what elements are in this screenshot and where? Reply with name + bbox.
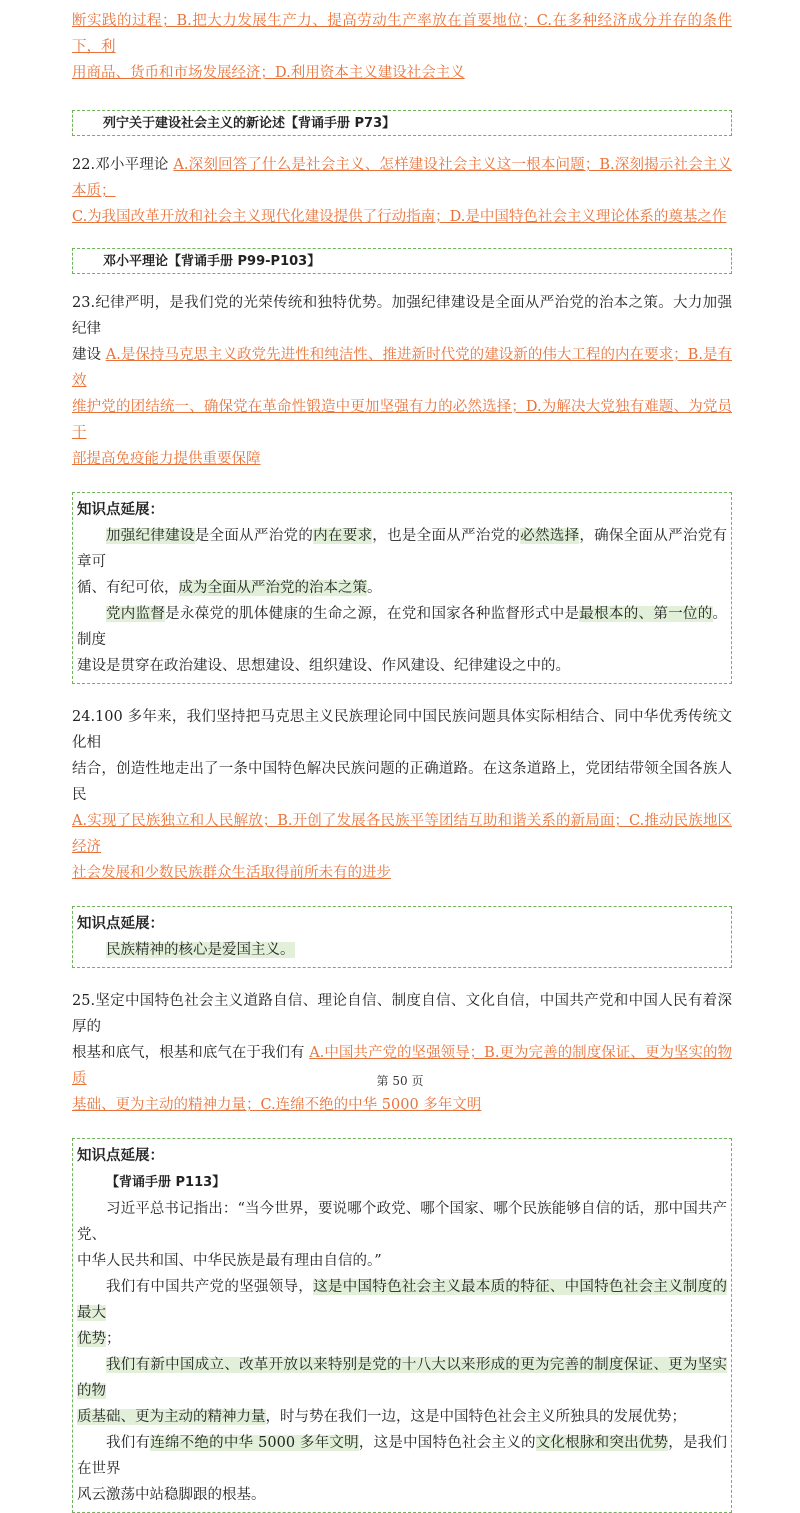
- extension-text: 我们有中国共产党的坚强领导，: [106, 1279, 314, 1295]
- extension-text: ；: [671, 1409, 686, 1425]
- question-text: 建设: [72, 347, 106, 363]
- question-text: 25.坚定中国特色社会主义道路自信、理论自信、制度自信、文化自信，中国共产党和中国人民有着深厚的: [72, 993, 732, 1035]
- question-text: 24.100 多年来，我们坚持把马克思主义民族理论同中国民族问题具体实际相结合、同中华优秀传统文化相: [72, 709, 732, 751]
- document-page: [72, 8, 732, 1513]
- answer-text: A.实现了民族独立和人民解放；B.开创了发展各民族平等团结互助和谐关系的新局面；C.推动民族地区经济: [72, 813, 732, 855]
- reference-label: 【背诵手册 P113】: [106, 1175, 226, 1190]
- extension-text: ；: [106, 1331, 121, 1347]
- answer-text: 用商品、货币和市场发展经济；D.利用资本主义建设社会主义: [72, 65, 465, 81]
- question-23: [72, 290, 732, 472]
- highlight-text: 成为全面从严治党的治本之策: [178, 580, 367, 596]
- highlight-text: 最根本的、第一位的: [579, 606, 713, 622]
- answer-text: A.深刻回答了什么是社会主义、怎样建设社会主义这一根本问题；B.深刻揭示社会主义本质；: [72, 157, 732, 199]
- extension-paragraph: [77, 1352, 727, 1430]
- extension-text: ，确保全面从严治党有章可: [77, 528, 728, 570]
- extension-paragraph: [77, 523, 727, 601]
- extension-title: 知识点延展：: [77, 1148, 164, 1164]
- highlight-text: 优势: [77, 1331, 106, 1347]
- extension-text: ，这是中国特色社会主义的: [358, 1435, 536, 1451]
- extension-text: 中华人民共和国、中华民族是最有理由自信的。”: [77, 1253, 382, 1269]
- extension-text: 习近平总书记指出：“当今世界，要说哪个政党、哪个国家、哪个民族能够自信的话，那中国共产党、: [77, 1201, 727, 1243]
- knowledge-extension-box: [72, 492, 732, 684]
- highlight-text: 加强纪律建设: [106, 528, 195, 544]
- reference-box-lenin: 列宁关于建设社会主义的新论述【背诵手册 P73】: [72, 110, 732, 136]
- extension-text: 是永葆党的肌体健康的生命之源，在党和国家各种监督形式中是: [165, 606, 580, 622]
- extension-text: ，是我们在世界: [77, 1435, 727, 1477]
- question-text: 23.纪律严明，是我们党的光荣传统和独特优势。加强纪律建设是全面从严治党的治本之策。大力加强纪律: [72, 295, 732, 337]
- extension-title: 知识点延展：: [77, 916, 164, 932]
- highlight-text: 党内监督: [106, 606, 166, 622]
- answer-text: 部提高免疫能力提供重要保障: [72, 451, 261, 467]
- extension-text: 。制度: [77, 606, 728, 648]
- knowledge-extension-box: [72, 906, 732, 968]
- answer-text: 断实践的过程；B.把大力发展生产力、提高劳动生产率放在首要地位；C.在多种经济成分并存的条件下，利: [72, 13, 732, 55]
- highlight-text: 文化根脉和突出优势: [535, 1435, 669, 1451]
- knowledge-extension-box: [72, 1138, 732, 1513]
- extension-reference: [77, 1169, 727, 1196]
- question-24: [72, 704, 732, 886]
- extension-text: 。: [367, 580, 382, 596]
- extension-paragraph: [77, 1274, 727, 1352]
- extension-text: 是全面从严治党的: [194, 528, 314, 544]
- q21-answer-tail: [72, 8, 732, 86]
- highlight-text: 质基础、更为主动的精神力量: [77, 1409, 266, 1425]
- extension-text: ，时与势在我们一边，这是中国特色社会主义所独具的发展优势: [265, 1409, 672, 1425]
- answer-text: C.为我国改革开放和社会主义现代化建设提供了行动指南；D.是中国特色社会主义理论体系的奠基之作: [72, 209, 727, 225]
- extension-paragraph: [77, 1430, 727, 1508]
- answer-text: 基础、更为主动的精神力量；C.连绵不绝的中华 5000 多年文明: [72, 1097, 482, 1113]
- highlight-text: 内在要求: [313, 528, 373, 544]
- extension-title: 知识点延展：: [77, 502, 164, 518]
- answer-text: A.是保持马克思主义政党先进性和纯洁性、推进新时代党的建设新的伟大工程的内在要求；B.是有效: [72, 347, 733, 389]
- answer-text: 社会发展和少数民族群众生活取得前所未有的进步: [72, 865, 391, 881]
- question-text: 22.邓小平理论: [72, 157, 174, 173]
- answer-text: 维护党的团结统一、确保党在革命性锻造中更加坚强有力的必然选择；D.为解决大党独有难题、为党员干: [72, 399, 732, 441]
- extension-text: 建设是贯穿在政治建设、思想建设、组织建设、作风建设、纪律建设之中的。: [77, 658, 570, 674]
- highlight-text: 必然选择: [520, 528, 580, 544]
- highlight-text: 民族精神的核心是爱国主义。: [106, 942, 295, 958]
- extension-paragraph: [77, 937, 727, 963]
- highlight-text: 连绵不绝的中华 5000 多年文明: [150, 1435, 359, 1451]
- question-22: [72, 152, 732, 230]
- extension-paragraph: [77, 601, 727, 679]
- highlight-text: 这是中国特色社会主义最本质的特征、中国特色社会主义制度的最大: [77, 1279, 728, 1321]
- extension-paragraph: [77, 1196, 727, 1274]
- highlight-text: 我们有新中国成立、改革开放以来特别是党的十八大以来形成的更为完善的制度保证、更为坚实的物: [77, 1357, 727, 1399]
- question-text: 结合，创造性地走出了一条中国特色解决民族问题的正确道路。在这条道路上，党团结带领全国各族人民: [72, 761, 732, 803]
- answer-text: A.中国共产党的坚强领导；B.更为完善的制度保证、更为坚实的物质: [72, 1045, 733, 1087]
- extension-text: 风云激荡中站稳脚跟的根基。: [77, 1487, 266, 1503]
- page-number: 第 50 页: [376, 1074, 424, 1088]
- reference-box-deng: 邓小平理论【背诵手册 P99-P103】: [72, 248, 732, 274]
- question-text: 根基和底气，根基和底气在于我们有: [72, 1045, 310, 1061]
- question-25: [72, 988, 732, 1118]
- extension-text: 循、有纪可依，: [77, 580, 179, 596]
- extension-text: ，也是全面从严治党的: [372, 528, 521, 544]
- extension-text: 我们有: [106, 1435, 151, 1451]
